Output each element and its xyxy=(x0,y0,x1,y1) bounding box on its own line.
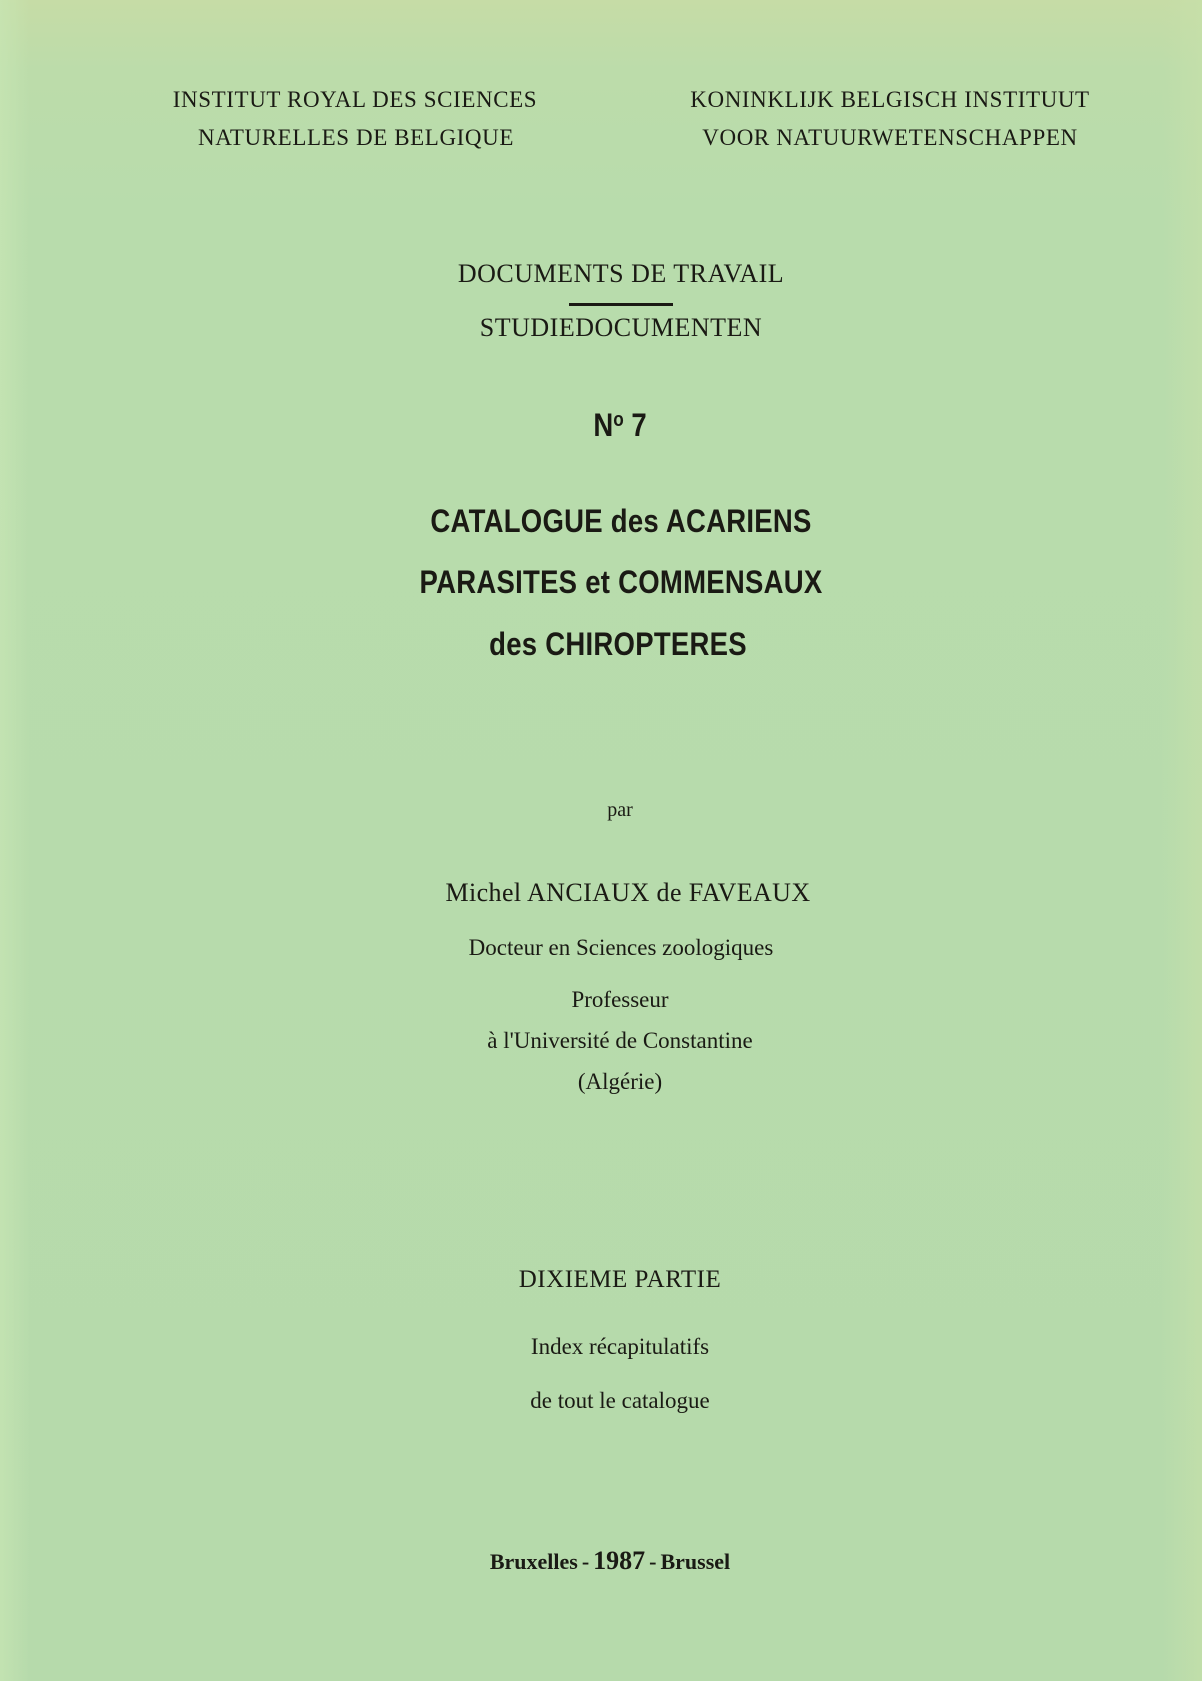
author-university: à l'Université de Constantine xyxy=(487,1028,753,1053)
series-title-fr: DOCUMENTS DE TRAVAIL xyxy=(457,259,785,288)
imprint-city-nl: Brussel xyxy=(660,1549,731,1574)
institute-name-nl-line2: VOOR NATUURWETENSCHAPPEN xyxy=(702,125,1078,150)
series-number-prefix: N xyxy=(593,407,614,443)
title-line-3: des CHIROPTERES xyxy=(489,626,747,662)
series-title-nl: STUDIEDOCUMENTEN xyxy=(479,313,763,342)
author-name: Michel ANCIAUX de FAVEAUX xyxy=(445,878,811,907)
part-title: DIXIEME PARTIE xyxy=(518,1266,722,1293)
author-country: (Algérie) xyxy=(577,1069,663,1094)
author-degree: Docteur en Sciences zoologiques xyxy=(468,935,774,960)
author-position: Professeur xyxy=(571,987,669,1012)
part-description-line2: de tout le catalogue xyxy=(530,1388,710,1413)
imprint-year: 1987 xyxy=(593,1546,646,1575)
series-divider xyxy=(569,303,673,306)
imprint-separator-2: - xyxy=(649,1549,657,1574)
title-line-2: PARASITES et COMMENSAUX xyxy=(419,564,823,600)
part-description-line1: Index récapitulatifs xyxy=(530,1334,710,1359)
title-line-1: CATALOGUE des ACARIENS xyxy=(430,503,812,539)
imprint-separator-1: - xyxy=(581,1549,590,1574)
series-number xyxy=(593,407,646,444)
imprint xyxy=(490,1546,730,1576)
series-number-value: 7 xyxy=(631,407,647,443)
institute-name-fr-line1: INSTITUT ROYAL DES SCIENCES xyxy=(172,87,538,112)
institute-name-fr-line2: NATURELLES DE BELGIQUE xyxy=(198,125,514,150)
by-label: par xyxy=(607,799,633,821)
institute-name-nl-line1: KONINKLIJK BELGISCH INSTITUUT xyxy=(690,87,1090,112)
series-number-sup: o xyxy=(613,409,624,431)
imprint-city-fr: Bruxelles xyxy=(489,1549,578,1574)
